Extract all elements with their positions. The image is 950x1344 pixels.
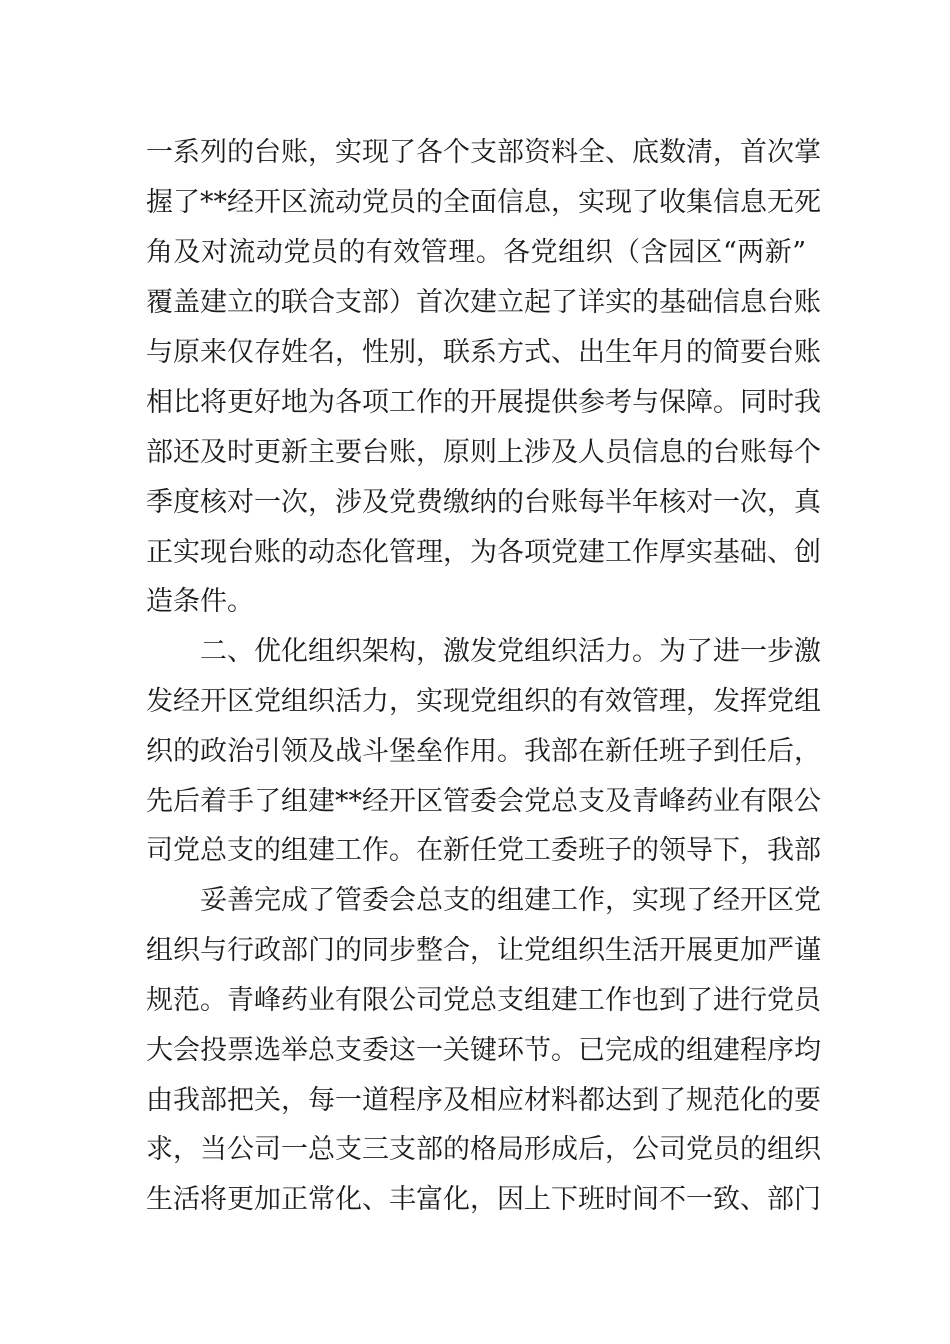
text-line-3: 角及对流动党员的有效管理。各党组织（含园区“两新” xyxy=(146,237,806,268)
text-line-8: 季度核对一次，涉及党费缴纳的台账每半年核对一次，真 xyxy=(146,487,821,518)
text-line-18: 规范。青峰药业有限公司党总支组建工作也到了进行党员 xyxy=(146,985,821,1016)
text-line-1: 一系列的台账，实现了各个支部资料全、底数清，首次掌 xyxy=(146,137,821,168)
text-line-2: 握了**经开区流动党员的全面信息，实现了收集信息无死 xyxy=(146,187,821,218)
text-line-14: 先后着手了组建**经开区管委会党总支及青峰药业有限公 xyxy=(146,786,821,817)
text-line-19: 大会投票选举总支委这一关键环节。已完成的组建程序均 xyxy=(146,1035,821,1066)
text-line-7: 部还及时更新主要台账，原则上涉及人员信息的台账每个 xyxy=(146,437,821,468)
text-line-20: 由我部把关，每一道程序及相应材料都达到了规范化的要 xyxy=(146,1085,821,1116)
text-line-13: 织的政治引领及战斗堡垒作用。我部在新任班子到任后， xyxy=(146,736,821,767)
text-line-16: 妥善完成了管委会总支的组建工作，实现了经开区党 xyxy=(200,885,821,916)
text-line-6: 相比将更好地为各项工作的开展提供参考与保障。同时我 xyxy=(146,387,821,418)
text-line-22: 生活将更加正常化、丰富化，因上下班时间不一致、部门 xyxy=(146,1184,821,1215)
text-line-9: 正实现台账的动态化管理，为各项党建工作厚实基础、创 xyxy=(146,537,821,568)
text-line-21: 求，当公司一总支三支部的格局形成后，公司党员的组织 xyxy=(146,1134,821,1165)
text-line-17: 组织与行政部门的同步整合，让党组织生活开展更加严谨 xyxy=(146,935,821,966)
section-heading-line: 二、优化组织架构，激发党组织活力。为了进一步激 xyxy=(200,636,821,667)
text-line-4: 覆盖建立的联合支部）首次建立起了详实的基础信息台账 xyxy=(146,287,821,318)
text-line-10: 造条件。 xyxy=(146,586,254,617)
text-line-12: 发经开区党组织活力，实现党组织的有效管理，发挥党组 xyxy=(146,686,821,717)
text-line-15: 司党总支的组建工作。在新任党工委班子的领导下，我部 xyxy=(146,835,821,866)
text-line-5: 与原来仅存姓名，性别，联系方式、出生年月的简要台账 xyxy=(146,337,821,368)
